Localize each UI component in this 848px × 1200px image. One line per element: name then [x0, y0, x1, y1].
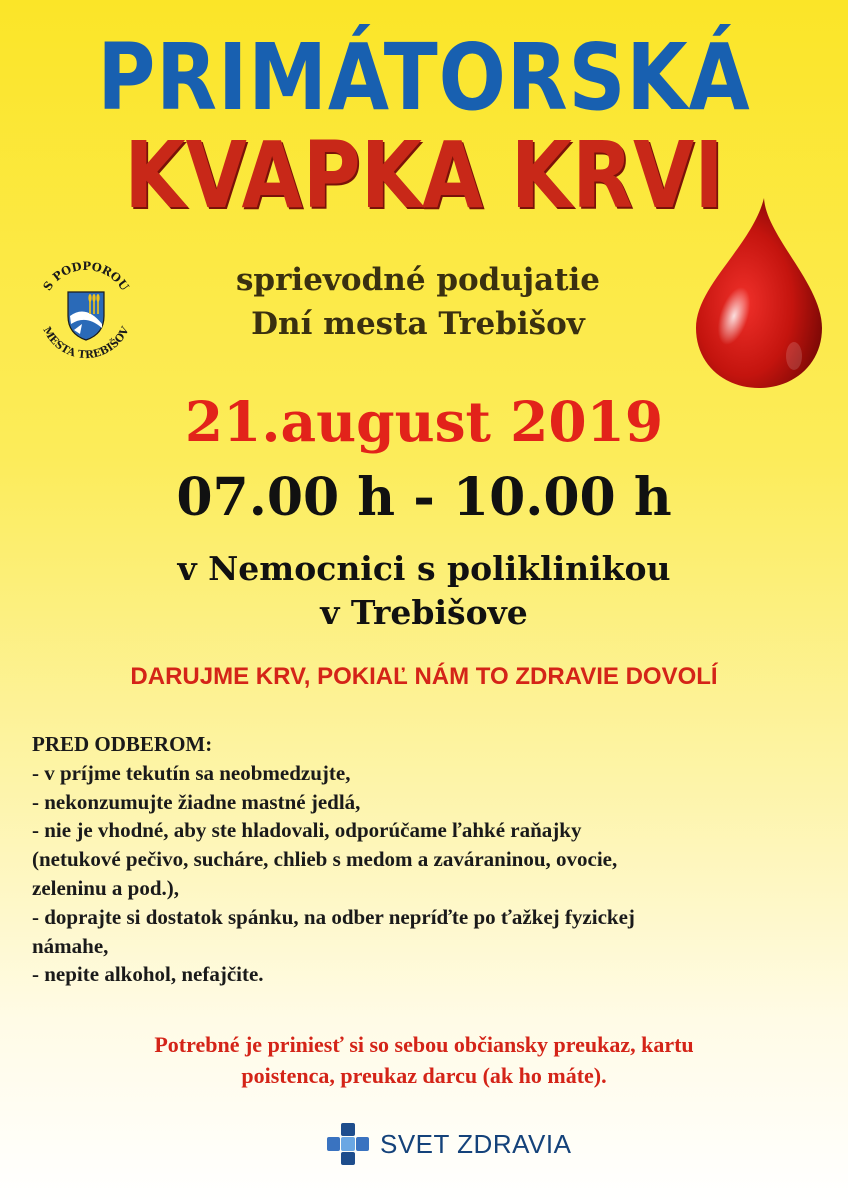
note-line-2: poistenca, preukaz darcu (ak ho máte). [241, 1063, 607, 1088]
instruction-line: (netukové pečivo, sucháre, chlieb s medom a zaváraninou, ovocie, [32, 847, 618, 872]
city-coat-of-arms-logo [30, 254, 142, 366]
medical-cross-icon [326, 1122, 370, 1166]
event-place-line-2: v Trebišove [320, 593, 528, 632]
title-line-2: KVAPKA KRVI [124, 122, 724, 229]
logo-bottom-text: MESTA TREBIŠOV [40, 324, 132, 362]
instruction-line: námahe, [32, 933, 109, 958]
slogan: DARUJME KRV, POKIAĽ NÁM TO ZDRAVIE DOVOLÍ [130, 663, 718, 690]
instructions [32, 730, 832, 989]
brand-name: SVET ZDRAVIA [380, 1128, 572, 1159]
subtitle-line-2: Dní mesta Trebišov [251, 306, 585, 342]
title-line-1: PRIMÁTORSKÁ [97, 24, 751, 131]
event-date: 21.august 2019 [184, 389, 664, 454]
svg-text:S PODPOROU [40, 259, 132, 293]
instruction-line: - v príjme tekutín sa neobmedzujte, [32, 760, 351, 785]
instructions-heading: PRED ODBEROM: [32, 732, 213, 756]
instruction-line: zeleninu a pod.), [32, 875, 180, 900]
blood-drop-icon [690, 196, 828, 392]
event-place-line-1: v Nemocnici s poliklinikou [177, 549, 671, 588]
svet-zdravia-logo [326, 1120, 571, 1168]
subtitle-line-1: sprievodné podujatie [235, 262, 601, 298]
instruction-line: - nekonzumujte žiadne mastné jedlá, [32, 789, 361, 814]
documents-note [0, 1029, 848, 1091]
shield-icon [68, 292, 104, 340]
note-line-1: Potrebné je priniesť si so sebou občiansky preukaz, kartu [154, 1032, 694, 1057]
logo-top-text: S PODPOROU [40, 258, 132, 294]
instruction-line: - nepite alkohol, nefajčite. [32, 962, 264, 987]
instruction-line: - doprajte si dostatok spánku, na odber nepríďte po ťažkej fyzickej [32, 904, 635, 929]
event-time: 07.00 h - 10.00 h [176, 467, 672, 528]
instruction-line: - nie je vhodné, aby ste hladovali, odporúčame ľahké raňajky [32, 818, 582, 843]
